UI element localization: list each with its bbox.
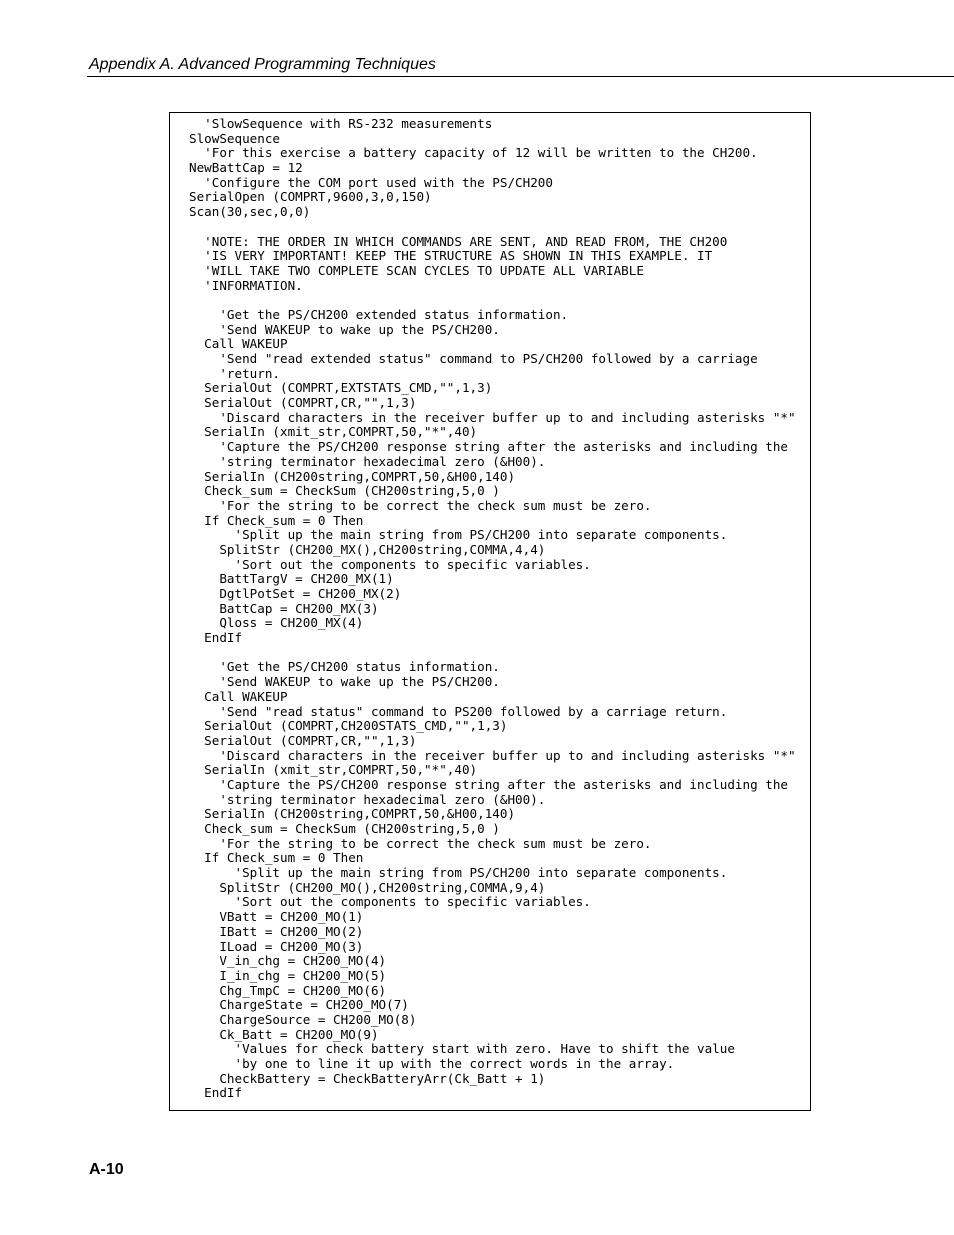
code-line: 'Send WAKEUP to wake up the PS/CH200. (189, 674, 500, 690)
code-line: 'Split up the main string from PS/CH200 into separate components. (189, 865, 728, 881)
code-line: Call WAKEUP (189, 688, 288, 704)
code-line: I_in_chg = CH200_MO(5) (189, 967, 387, 983)
code-line: BattCap = CH200_MX(3) (189, 600, 379, 616)
code-listing-box (169, 112, 811, 1111)
code-line: Check_sum = CheckSum (CH200string,5,0 ) (189, 483, 500, 499)
code-line (189, 646, 796, 661)
code-line: SplitStr (CH200_MX(),CH200string,COMMA,4,4) (189, 541, 546, 557)
code-line: 'return. (189, 365, 280, 381)
running-header: Appendix A. Advanced Programming Techniques (89, 56, 436, 73)
code-line: 'Sort out the components to specific variables. (189, 894, 591, 910)
code-line: If Check_sum = 0 Then (189, 850, 364, 866)
code-line: 'Capture the PS/CH200 response string after the asterisks and including the (189, 776, 788, 792)
code-line: Check_sum = CheckSum (CH200string,5,0 ) (189, 821, 500, 836)
code-line: SerialOut (COMPRT,CR,"",1,3) (189, 732, 417, 748)
code-line: 'Get the PS/CH200 status information. (189, 659, 500, 675)
code-line: SlowSequence (189, 130, 280, 146)
code-line: SerialOut (COMPRT,EXTSTATS_CMD,"",1,3) (189, 380, 493, 396)
code-line: 'by one to line it up with the correct words in the array. (189, 1056, 675, 1071)
code-line: SerialIn (CH200string,COMPRT,50,&H00,140) (189, 468, 516, 484)
code-line (189, 293, 796, 308)
code-line: EndIf (189, 1085, 243, 1101)
code-line: SerialIn (xmit_str,COMPRT,50,"*",40) (189, 424, 478, 440)
code-line: ChargeSource = CH200_MO(8) (189, 1011, 417, 1027)
page-number: A-10 (89, 1161, 124, 1178)
code-line: 'For the string to be correct the check sum must be zero. (189, 497, 652, 513)
code-line: 'Send WAKEUP to wake up the PS/CH200. (189, 321, 500, 337)
code-line: 'Get the PS/CH200 extended status information. (189, 306, 569, 322)
code-line: 'Split up the main string from PS/CH200 into separate components. (189, 527, 728, 543)
code-line: 'IS VERY IMPORTANT! KEEP THE STRUCTURE AS SHOWN IN THIS EXAMPLE. IT (189, 248, 713, 264)
code-line: Ck_Batt = CH200_MO(9) (189, 1026, 379, 1042)
code-line: SerialIn (CH200string,COMPRT,50,&H00,140) (189, 806, 516, 822)
code-line: BattTargV = CH200_MX(1) (189, 571, 394, 587)
code-line: Call WAKEUP (189, 336, 288, 352)
code-line: Qloss = CH200_MX(4) (189, 615, 364, 631)
code-line: Chg_TmpC = CH200_MO(6) (189, 982, 387, 998)
code-line: 'string terminator hexadecimal zero (&H00). (189, 453, 546, 469)
code-line: 'Discard characters in the receiver buffer up to and including asterisks "*" (189, 747, 796, 763)
code-line: 'Discard characters in the receiver buffer up to and including asterisks "*" (189, 409, 796, 425)
code-line: ILoad = CH200_MO(3) (189, 938, 364, 954)
code-line: 'For this exercise a battery capacity of 12 will be written to the CH200. (189, 145, 758, 161)
code-line: ChargeState = CH200_MO(7) (189, 997, 409, 1013)
code-line: NewBattCap = 12 (189, 160, 303, 176)
code-line: 'SlowSequence with RS-232 measurements (189, 116, 493, 131)
code-line: If Check_sum = 0 Then (189, 512, 364, 528)
code-line: 'string terminator hexadecimal zero (&H00). (189, 791, 546, 807)
code-line: 'Capture the PS/CH200 response string after the asterisks and including the (189, 439, 788, 455)
code-line: SerialIn (xmit_str,COMPRT,50,"*",40) (189, 762, 478, 778)
code-line: 'Configure the COM port used with the PS/CH200 (189, 174, 553, 190)
code-line: EndIf (189, 630, 243, 646)
code-line: 'NOTE: THE ORDER IN WHICH COMMANDS ARE SENT, AND READ FROM, THE CH200 (189, 233, 728, 249)
code-line: SerialOut (COMPRT,CH200STATS_CMD,"",1,3) (189, 718, 508, 734)
code-line: 'Sort out the components to specific variables. (189, 556, 591, 572)
code-listing (189, 117, 796, 1101)
code-line (189, 220, 796, 235)
code-line: 'Values for check battery start with zero. Have to shift the value (189, 1041, 735, 1057)
code-line: 'INFORMATION. (189, 277, 303, 293)
code-line: SplitStr (CH200_MO(),CH200string,COMMA,9,4) (189, 879, 546, 895)
header-rule (87, 76, 954, 77)
code-line: V_in_chg = CH200_MO(4) (189, 953, 387, 969)
code-line: VBatt = CH200_MO(1) (189, 909, 364, 925)
code-line: CheckBattery = CheckBatteryArr(Ck_Batt + 1) (189, 1070, 546, 1086)
code-line: 'For the string to be correct the check sum must be zero. (189, 835, 652, 851)
code-line: 'Send "read status" command to PS200 followed by a carriage return. (189, 703, 728, 719)
code-line: DgtlPotSet = CH200_MX(2) (189, 586, 402, 601)
code-line: IBatt = CH200_MO(2) (189, 923, 364, 939)
code-line: SerialOpen (COMPRT,9600,3,0,150) (189, 189, 432, 205)
code-line: 'WILL TAKE TWO COMPLETE SCAN CYCLES TO UPDATE ALL VARIABLE (189, 262, 644, 278)
code-line: SerialOut (COMPRT,CR,"",1,3) (189, 395, 417, 411)
code-line: 'Send "read extended status" command to PS/CH200 followed by a carriage (189, 351, 758, 366)
code-line: Scan(30,sec,0,0) (189, 204, 311, 220)
